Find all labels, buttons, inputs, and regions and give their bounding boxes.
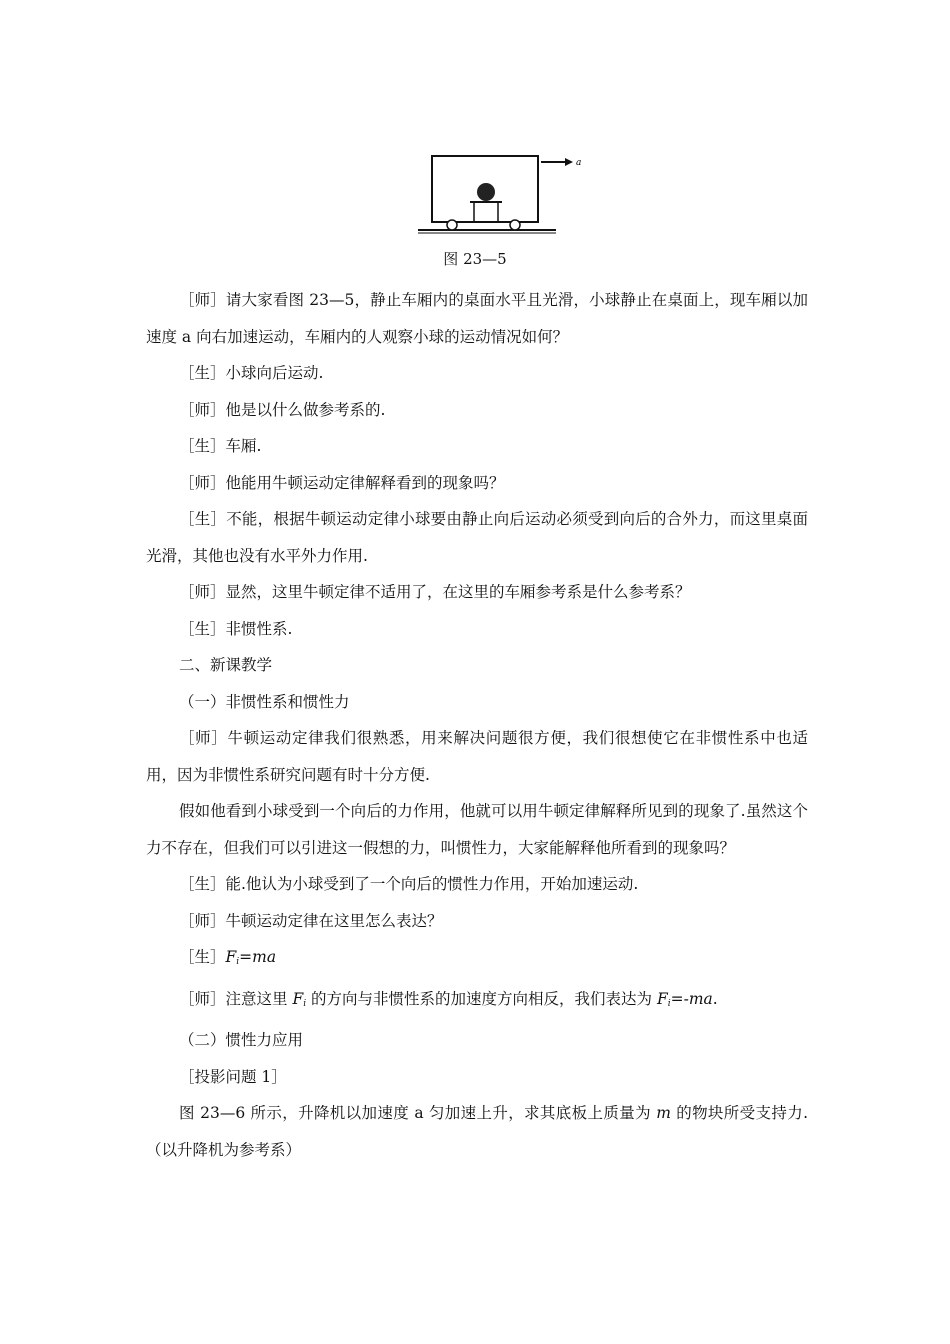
formula-subscript: i (667, 998, 671, 1009)
figure-caption: 图 23—5 (443, 250, 507, 268)
formula-F: F (225, 948, 237, 966)
formula-subscript: i (236, 957, 240, 967)
paragraph: ［师］牛顿运动定律在这里怎么表达？ (179, 911, 443, 930)
paragraph: ［师］请大家看图 23—5，静止车厢内的桌面水平且光滑，小球静止在桌面上，现车厢以加速度 a 向右加速运动，车厢内的人观察小球的运动情况如何？ (146, 291, 808, 346)
paragraph: ［师］他是以什么做参考系的. (179, 400, 386, 419)
subsection-heading: （一）非惯性系和惯性力 (179, 692, 350, 711)
arrow-head (565, 158, 573, 166)
paragraph: ［投影问题 1］ (179, 1067, 287, 1086)
subsection-heading: （二）惯性力应用 (179, 1031, 304, 1049)
ball (477, 183, 495, 201)
formula-rest: =ma (239, 948, 277, 966)
left-wheel (447, 220, 457, 230)
text-prefix: ［师］注意这里 (179, 989, 293, 1008)
mass-symbol: m (656, 1104, 671, 1122)
formula-rest: =-ma (670, 989, 713, 1008)
problem-paragraph (146, 1095, 808, 1168)
paragraph: ［师］他能用牛顿运动定律解释看到的现象吗？ (179, 473, 505, 492)
formula-F: F (292, 989, 304, 1008)
formula-paragraph (146, 939, 808, 981)
acceleration-label: a (576, 158, 582, 168)
right-wheel (510, 220, 520, 230)
paragraph: ［生］小球向后运动. (179, 364, 324, 382)
formula-F: F (656, 989, 668, 1008)
figure-23-5 (410, 150, 600, 242)
paragraph: ［生］车厢. (179, 437, 262, 455)
section-heading: 二、新课教学 (179, 656, 273, 674)
paragraph: ［生］不能，根据牛顿运动定律小球要由静止向后运动必须受到向后的合外力，而这里桌面光滑，其他也没有水平外力作用. (146, 510, 808, 565)
document-body (146, 282, 808, 1168)
formula-paragraph (146, 981, 808, 1023)
paragraph: ［师］显然，这里牛顿定律不适用了，在这里的车厢参考系是什么参考系？ (179, 583, 691, 601)
paragraph: ［生］能.他认为小球受到了一个向后的惯性力作用，开始加速运动. (179, 875, 639, 893)
paragraph: ［师］牛顿运动定律我们很熟悉，用来解决问题很方便，我们很想使它在非惯性系中也适用，因为非惯性系研究问题有时十分方便. (146, 729, 808, 784)
paragraph: 假如他看到小球受到一个向后的力作用，他就可以用牛顿定律解释所见到的现象了.虽然这个力不存在，但我们可以引进这一假想的力，叫惯性力，大家能解释他所看到的现象吗？ (146, 802, 808, 857)
formula-subscript: i (303, 998, 307, 1009)
text-end: . (712, 989, 718, 1008)
speaker-prefix: ［生］ (179, 948, 226, 966)
problem-text: 图 23—6 所示，升降机以加速度 a 匀加速上升，求其底板上质量为 (179, 1104, 657, 1122)
problem-text: 的物块所受支持力.（以升降机为参考系） (146, 1104, 809, 1159)
text-middle: 的方向与非惯性系的加速度方向相反，我们表达为 (306, 989, 657, 1008)
paragraph: ［生］非惯性系. (179, 619, 293, 638)
